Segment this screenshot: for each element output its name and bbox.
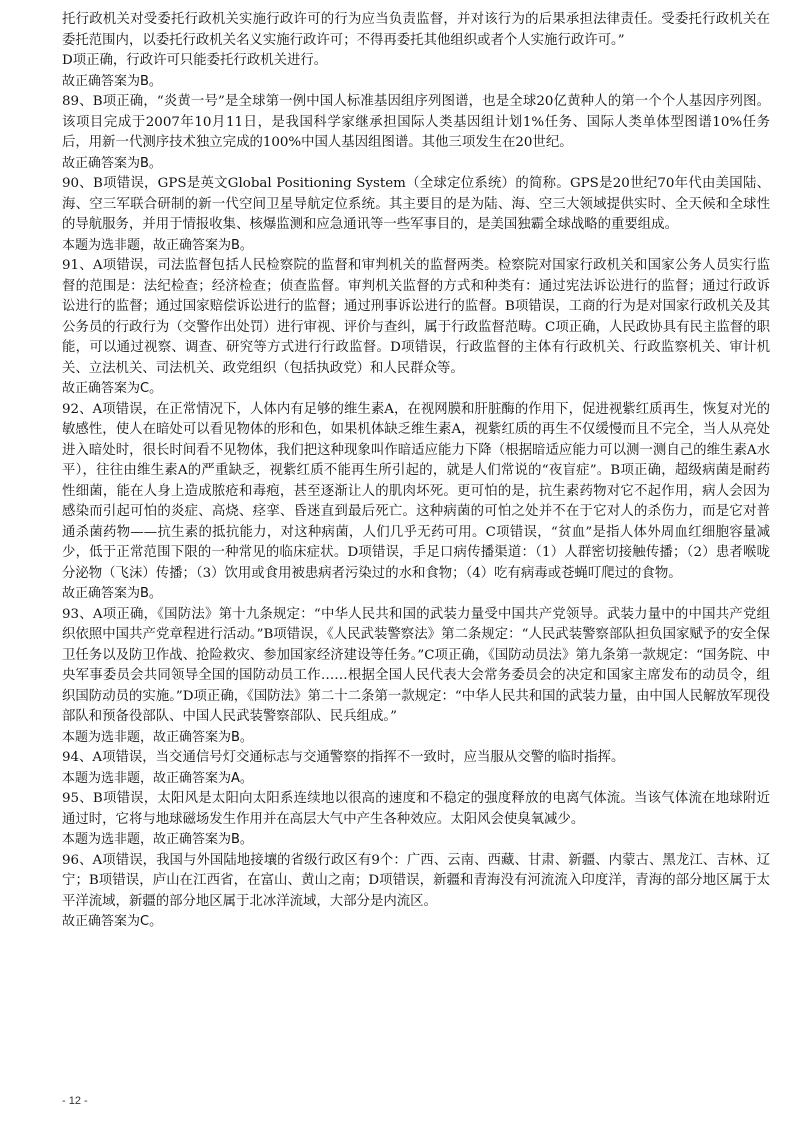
paragraph: 92、A项错误，在正常情况下，人体内有足够的维生素A，在视网膜和肝脏酶的作用下，促进视紫红质再生，恢复对光的敏感性，使人在暗处可以看见物体的形和色，如果机体缺乏维生素A，视紫红质的再生不仅缓慢而且不完全，当人从亮处进入暗处时，很长时间看不见物体，我们把这种现象叫作暗适应能力下降（根据暗适应能力可以测一测自己的维生素A水平），往往由维生素A的严重缺乏，视紫红质不能再生所引起的，就是人们常说的“夜盲症”。B项正确，超级病菌是耐药性细菌，能在人身上造成脓疮和毒疱，甚至逐渐让人的肌肉坏死。更可怕的是，抗生素药物对它不起作用，病人会因为感染而引起可怕的炎症、高烧、痉挛、昏迷直到最后死亡。这种病菌的可怕之处并不在于它对人的杀伤力，而是它对普通杀菌药物——抗生素的抵抗能力，对这种病菌，人们几乎无药可用。C项错误，“贫血”是指人体外周血红细胞容量减少，低于正常范围下限的一种常见的临床症状。D项错误，手足口病传播渠道：（1）人群密切接触传播；（2）患者喉咙分泌物（飞沫）传播；（3）饮用或食用被患病者污染过的水和食物；（4）吃有病毒或苍蝇叮爬过的食物。: [62, 401, 770, 581]
answer-line: 本题为选非题，故正确答案为B。: [62, 832, 253, 847]
paragraph: 93、A项正确，《国防法》第十九条规定：“中华人民共和国的武装力量受中国共产党领导。武装力量中的中国共产党组织依照中国共产党章程进行活动。”B项错误，《人民武装警察法》第二条规定：“人民武装警察部队担负国家赋予的安全保卫任务以及防卫作战、抢险救灾、参加国家经济建设等任务。”C项正确，《国防动员法》第九条第一款规定：“国务院、中央军事委员会共同领导全国的国防动员工作……根据全国人民代表大会常务委员会的决定和国家主席发布的动员令，组织国防动员的实施。”D项正确，《国防法》第二十二条第一款规定：“中华人民共和国的武装力量，由中国人民解放军现役部队和预备役部队、中国人民武装警察部队、民兵组成。”: [62, 606, 770, 724]
answer-line: 故正确答案为B。: [62, 155, 162, 171]
answer-line: 故正确答案为B。: [62, 73, 162, 89]
paragraph: 91、A项错误，司法监督包括人民检察院的监督和审判机关的监督两类。检察院对国家行政机关和国家公务人员实行监督的范围是：法纪检查；经济检查；侦查监督。审判机关监督的方式和种类有：通过宪法诉讼进行的监督；通过行政诉讼进行的监督；通过国家赔偿诉讼进行的监督；通过刑事诉讼进行的监督。B项错误，工商的行为是对国家行政机关及其公务员的行政行为（交警作出处罚）进行审视、评价与查纠，属于行政监督范畴。C项正确，人民政协具有民主监督的职能，可以通过视察、调查、研究等方式进行行政监督。D项错误，行政监督的主体有行政机关、行政监察机关、审计机关、立法机关、司法机关、政党组织（包括执政党）和人民群众等。: [62, 258, 770, 376]
answer-line: 本题为选非题，故正确答案为B。: [62, 729, 253, 745]
paragraph: 94、A项错误，当交通信号灯交通标志与交通警察的指挥不一致时，应当服从交警的临时指挥。: [62, 750, 625, 765]
answer-line: 故正确答案为C。: [62, 381, 163, 396]
paragraph: 95、B项错误，太阳风是太阳向太阳系连续地以很高的速度和不稳定的强度释放的电离气体流。当该气体流在地球附近通过时，它将与地球磁场发生作用并在高层大气中产生各种效应。太阳风会使臭氧减少。: [62, 791, 770, 827]
answer-line: 故正确答案为C。: [62, 914, 163, 929]
page-number: - 12 -: [62, 1095, 88, 1107]
paragraph: 托行政机关对受委托行政机关实施行政许可的行为应当负责监督，并对该行为的后果承担法律责任。受委托行政机关在委托范围内，以委托行政机关名义实施行政许可；不得再委托其他组织或者个人实施行政许可。”: [62, 12, 770, 48]
paragraph: 96、A项错误，我国与外国陆地接壤的省级行政区有9个：广西、云南、西藏、甘肃、新疆、内蒙古、黑龙江、吉林、辽宁；B项错误，庐山在江西省，在富山、黄山之南；D项错误，新疆和青海没有河流流入印度洋，青海的部分地区属于太平洋流域，新疆的部分地区属于北冰洋流域，大部分是内流区。: [62, 852, 770, 909]
document-body: [62, 10, 770, 933]
answer-line: 本题为选非题，故正确答案为B。: [62, 237, 253, 253]
paragraph: 89、B项正确，“炎黄一号”是全球第一例中国人标准基因组序列图谱，也是全球20亿黄种人的第一个个人基因序列图。该项目完成于2007年10月11日，是我国科学家继承担国际人类基因组计划1%任务、国际人类单体型图谱10%任务后，用新一代测序技术独立完成的100%中国人基因组图谱。其他三项发生在20世纪。: [62, 94, 770, 150]
paragraph: D项正确，行政许可只能委托行政机关进行。: [62, 53, 328, 68]
answer-line: 故正确答案为B。: [62, 586, 162, 601]
answer-line: 本题为选非题，故正确答案为A。: [62, 770, 253, 786]
paragraph: 90、B项错误，GPS是英文Global Positioning System（全球定位系统）的简称。GPS是20世纪70年代由美国陆、海、空三军联合研制的新一代空间卫星导航定位系统。其主要目的是为陆、海、空三大领域提供实时、全天候和全球性的导航服务，并用于情报收集、核爆监测和应急通讯等一些军事目的，是美国独霸全球战略的重要组成。: [62, 176, 770, 232]
